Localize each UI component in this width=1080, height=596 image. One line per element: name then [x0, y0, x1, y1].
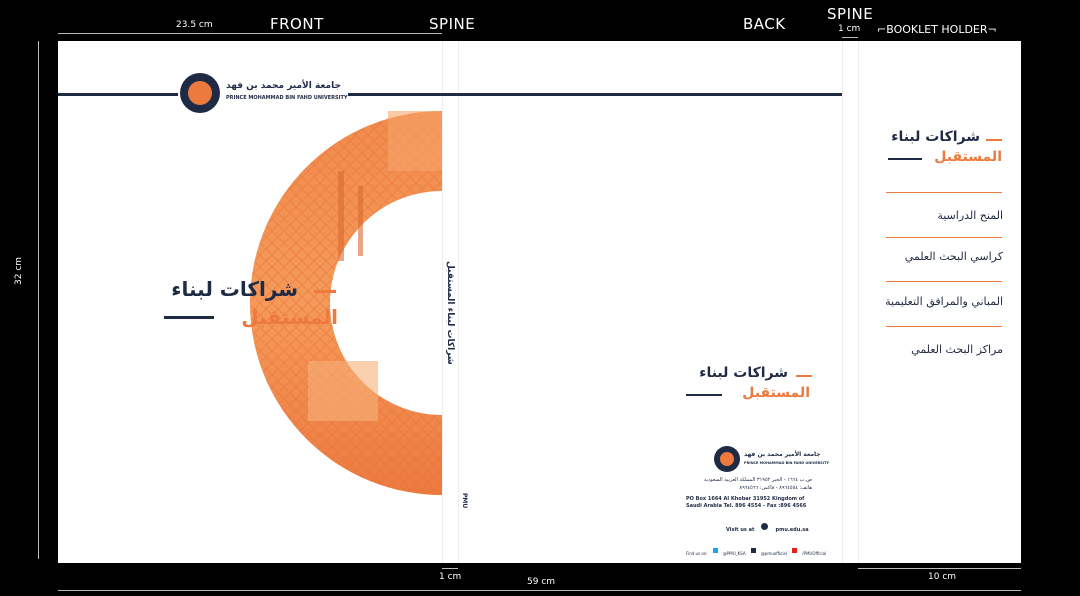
contact-ar-2: هاتف: ٨٩٦٤٥٥٤ - فاكس: ٨٩٦٤٥٦٦	[739, 485, 812, 491]
spine-bottom-label: 1 cm	[439, 572, 462, 582]
front-title-dash-navy	[164, 316, 214, 319]
holder-fold-right	[858, 41, 859, 563]
back-title-line2: المستقبل	[742, 385, 810, 401]
print-sheet	[58, 41, 1021, 563]
visit-row	[686, 516, 812, 535]
bracket-right: ¬	[987, 23, 997, 36]
social-row	[686, 540, 827, 559]
front-title-line1: شراكات لبناء	[171, 277, 298, 301]
spine-title	[443, 261, 458, 365]
spine-logo: PMU	[461, 493, 468, 509]
spine-header: SPINE	[429, 15, 476, 33]
contact-ar-1: ص.ب ١٦٦٤ - الخبر ٣١٩٥٢ المملكة العربية السعودية	[704, 477, 812, 483]
visit-url[interactable]: pmu.edu.sa	[775, 527, 809, 533]
social-instagram[interactable]: @pmuofficial	[760, 551, 787, 556]
front-title-line2: المستقبل	[241, 305, 338, 329]
logo-name-ar: جامعة الأمير محمد بن فهد	[226, 81, 341, 91]
spine-fold-right	[458, 41, 459, 563]
holder-fold-left	[842, 41, 843, 563]
holder-divider-2	[886, 237, 1002, 238]
front-width-line	[58, 33, 442, 34]
bracket-left: ⌐	[877, 23, 887, 36]
front-title	[156, 277, 346, 337]
find-label: Find us on:	[686, 551, 708, 556]
holder-width-label: 10 cm	[928, 572, 957, 582]
holder-title	[880, 129, 1008, 169]
back-header: BACK	[743, 15, 786, 33]
contact-en-1: PO Box 1664 Al Khobar 31952 Kingdom of	[686, 496, 805, 502]
back-title	[678, 365, 818, 409]
spine-title-text: شراكات لبناء المستقبل	[445, 261, 455, 365]
back-logo-name-en: PRINCE MOHAMMAD BIN FAHD UNIVERSITY	[744, 461, 830, 465]
spine2-width-line	[842, 37, 858, 38]
booklet-holder-label: BOOKLET HOLDER	[886, 23, 988, 36]
spine-bottom-line	[442, 568, 458, 569]
contact-block	[686, 477, 827, 559]
visit-label: Visit us at	[726, 527, 755, 533]
back-title-dash-navy	[686, 394, 722, 396]
university-seal-icon-small	[714, 446, 740, 472]
total-width-line	[58, 590, 1021, 591]
spine-header-2: SPINE	[827, 5, 874, 23]
social-youtube[interactable]: /PMUOfficial	[802, 551, 827, 556]
holder-divider-4	[886, 326, 1002, 327]
social-twitter[interactable]: @PMU_KSA	[722, 551, 746, 556]
front-title-dash-orange	[314, 290, 336, 293]
instagram-icon[interactable]	[751, 548, 756, 553]
booklet-item-1: المنح الدراسية	[937, 209, 1003, 222]
holder-width-line	[858, 568, 1021, 569]
holder-title-dash-orange	[986, 139, 1002, 141]
front-width-label: 23.5 cm	[176, 20, 213, 30]
holder-divider-1	[886, 192, 1002, 193]
logo-name-en: PRINCE MOHAMMAD BIN FAHD UNIVERSITY	[226, 95, 348, 101]
holder-divider-3	[886, 281, 1002, 282]
youtube-icon[interactable]	[792, 548, 797, 553]
holder-title-line2: المستقبل	[934, 149, 1002, 165]
header-rule	[58, 93, 842, 96]
front-header: FRONT	[270, 15, 324, 33]
booklet-holder-header	[877, 23, 997, 36]
height-label: 32 cm	[14, 256, 24, 285]
back-logo-name-ar: جامعة الأمير محمد بن فهد	[744, 451, 821, 458]
back-logo	[712, 445, 830, 475]
total-width-label: 59 cm	[527, 577, 556, 587]
contact-en-2: Saudi Arabia Tel. 896 4554 - Fax :896 4566	[686, 503, 807, 509]
height-line	[38, 41, 39, 559]
booklet-item-2: كراسي البحث العلمي	[904, 250, 1003, 263]
globe-icon	[761, 523, 768, 530]
back-title-line1: شراكات لبناء	[699, 365, 788, 381]
booklet-item-3: المباني والمرافق التعليمية	[885, 295, 1003, 308]
twitter-icon[interactable]	[713, 548, 718, 553]
back-title-dash-orange	[796, 375, 812, 377]
university-seal-icon	[180, 73, 220, 113]
holder-title-line1: شراكات لبناء	[891, 129, 980, 145]
booklet-item-4: مراكز البحث العلمي	[911, 343, 1003, 356]
spine2-width-label: 1 cm	[838, 24, 861, 34]
holder-title-dash-navy	[888, 158, 922, 160]
